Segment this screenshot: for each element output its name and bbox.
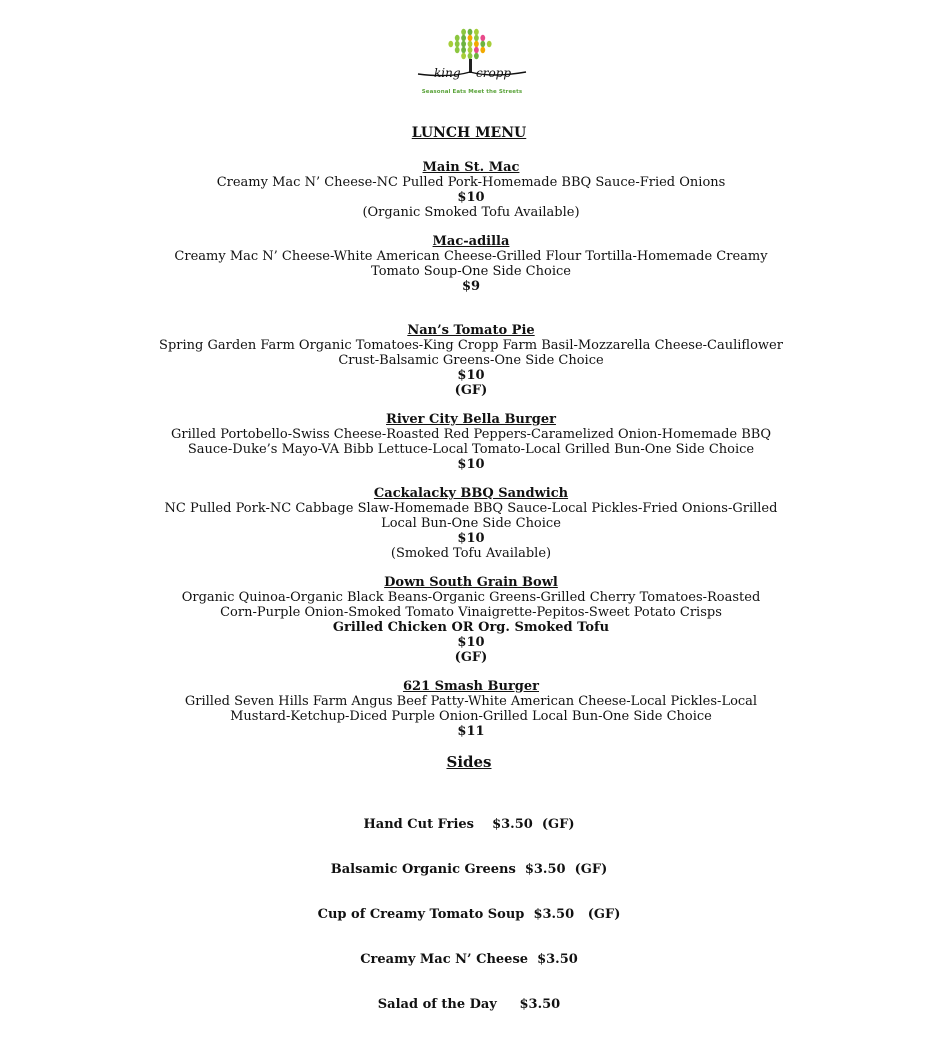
leaf-shape xyxy=(480,35,485,41)
menu-item-nans-tomato-pie xyxy=(150,323,792,398)
leaf-shape xyxy=(461,47,466,53)
item-description: Creamy Mac N’ Cheese-White American Cheese-Grilled Flour Tortilla-Homemade Creamy Tomato Soup-One Side Choice xyxy=(174,249,768,279)
menu-item-down-south-grain-bowl xyxy=(150,575,792,665)
item-protein-option: Grilled Chicken OR Org. Smoked Tofu xyxy=(332,620,610,635)
leaf-shape xyxy=(474,29,479,35)
menu-item-621-smash-burger xyxy=(150,679,792,739)
item-description: NC Pulled Pork-NC Cabbage Slaw-Homemade BBQ Sauce-Local Pickles-Fried Onions-Grilled Local Bun-One Side Choice xyxy=(164,501,778,531)
leaf-shape xyxy=(468,29,473,35)
leaf-shape xyxy=(461,29,466,35)
leaf-shape xyxy=(474,35,479,41)
item-price: $10 xyxy=(457,368,485,383)
item-name: River City Bella Burger xyxy=(386,412,556,427)
item-price: $9 xyxy=(461,279,481,294)
item-description: Grilled Seven Hills Farm Angus Beef Patty-White American Cheese-Local Pickles-Local Mustard-Ketchup-Diced Purple Onion-Grilled Local Bun-One Side Choice xyxy=(184,694,758,724)
side-item: Salad of the Day $3.50 xyxy=(377,997,561,1012)
sides-list xyxy=(0,787,938,1042)
leaf-shape xyxy=(461,53,466,59)
leaf-shape xyxy=(455,41,460,47)
item-price: $10 xyxy=(457,531,485,546)
item-price: $10 xyxy=(457,190,485,205)
side-item: Cup of Creamy Tomato Soup $3.50 (GF) xyxy=(317,907,621,922)
leaf-shape xyxy=(480,41,485,47)
lunch-menu-title: LUNCH MENU xyxy=(411,125,527,141)
leaf-shape xyxy=(468,53,473,59)
leaf-shape xyxy=(480,47,485,53)
logo-word-king: king xyxy=(434,66,461,80)
logo-tagline: Seasonal Eats Meet the Streets xyxy=(421,89,523,95)
leaf-shape xyxy=(455,35,460,41)
item-note: (Organic Smoked Tofu Available) xyxy=(362,205,580,220)
menu-item-main-st-mac xyxy=(150,160,792,220)
item-description: Spring Garden Farm Organic Tomatoes-King Cropp Farm Basil-Mozzarella Cheese-Cauliflower Crust-Balsamic Greens-One Side Choice xyxy=(159,338,783,368)
menu-item-river-city-bella-burger xyxy=(150,412,792,472)
leaf-shape xyxy=(487,41,492,47)
side-item: Creamy Mac N’ Cheese $3.50 xyxy=(360,952,578,967)
item-name: Main St. Mac xyxy=(422,160,520,175)
leaf-shape xyxy=(468,41,473,47)
leaf-shape xyxy=(474,47,479,53)
leaf-shape xyxy=(468,47,473,53)
tree-icon xyxy=(410,26,534,86)
leaf-shape xyxy=(455,47,460,53)
leaf-shape xyxy=(448,41,453,47)
item-name: Nan’s Tomato Pie xyxy=(407,323,535,338)
side-item: Hand Cut Fries $3.50 (GF) xyxy=(363,817,575,832)
menu-item-mac-adilla xyxy=(150,234,792,294)
item-name: Cackalacky BBQ Sandwich xyxy=(373,486,569,501)
leaf-shape xyxy=(468,35,473,41)
item-description: Creamy Mac N’ Cheese-NC Pulled Pork-Homemade BBQ Sauce-Fried Onions xyxy=(216,175,726,190)
menu-item-cackalacky-bbq-sandwich xyxy=(150,486,792,561)
item-price: $11 xyxy=(457,724,485,739)
item-gf-tag: (GF) xyxy=(454,383,488,398)
item-name: Mac-adilla xyxy=(432,234,510,249)
king-cropp-logo xyxy=(410,26,534,102)
leaf-shape xyxy=(461,41,466,47)
item-name: Down South Grain Bowl xyxy=(384,575,558,590)
item-description: Grilled Portobello-Swiss Cheese-Roasted Red Peppers-Caramelized Onion-Homemade BBQ Sauce-Duke’s Mayo-VA Bibb Lettuce-Local Tomato-Local Grilled Bun-One Side Choice xyxy=(171,427,771,457)
item-price: $10 xyxy=(457,635,485,650)
side-item: Balsamic Organic Greens $3.50 (GF) xyxy=(330,862,608,877)
leaf-shape xyxy=(461,35,466,41)
leaf-shape xyxy=(474,53,479,59)
logo-word-cropp: cropp xyxy=(476,66,512,80)
item-gf-tag: (GF) xyxy=(454,650,488,665)
leaf-shape xyxy=(474,41,479,47)
item-price: $10 xyxy=(457,457,485,472)
item-note: (Smoked Tofu Available) xyxy=(390,546,552,561)
item-name: 621 Smash Burger xyxy=(402,679,540,694)
sides-title: Sides xyxy=(446,753,492,771)
item-description: Organic Quinoa-Organic Black Beans-Organic Greens-Grilled Cherry Tomatoes-Roasted Corn-Purple Onion-Smoked Tomato Vinaigrette-Pepitos-Sweet Potato Crisps xyxy=(181,590,761,620)
